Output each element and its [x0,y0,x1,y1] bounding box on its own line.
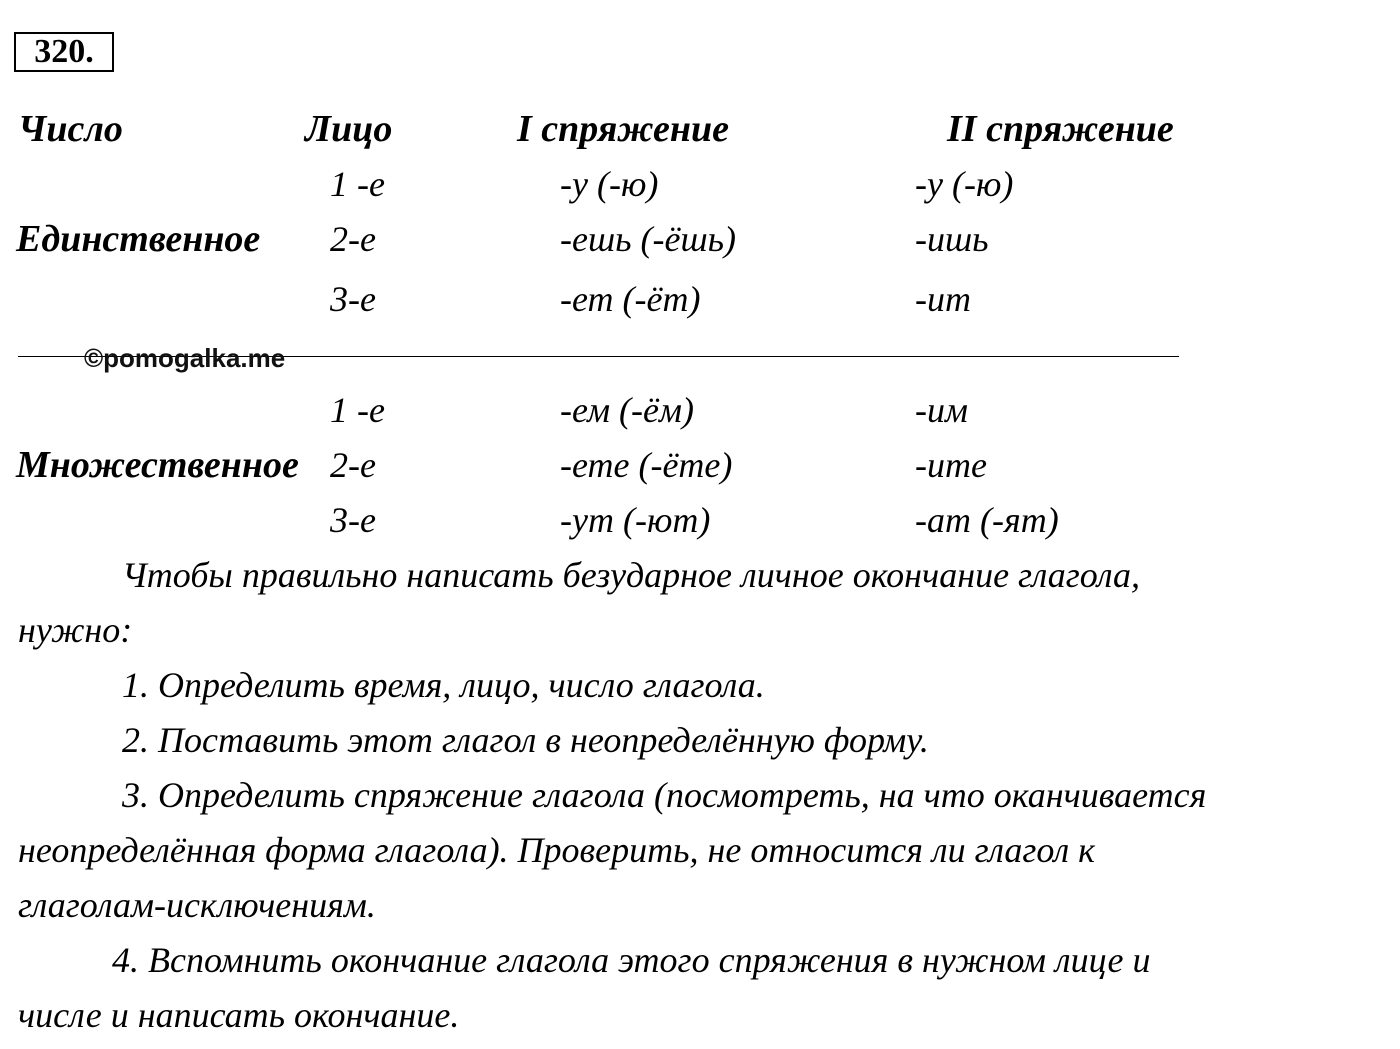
singular-conj1-1: -у (-ю) [560,164,659,204]
plural-conj1-2: -ете (-ёте) [560,445,733,485]
exercise-number: 320. [14,32,114,72]
rule-intro-line-2: нужно: [18,610,133,650]
rule-intro-line-1: Чтобы правильно написать безударное личное окончание глагола, [122,555,1141,595]
singular-conj2-3: -ит [915,279,971,319]
singular-conj1-3: -ет (-ёт) [560,279,701,319]
rule-step-1: 1. Определить время, лицо, число глагола. [122,665,765,705]
plural-person-3: 3-е [330,500,376,540]
watermark: ©pomogalka.me [84,343,286,373]
singular-label: Единственное [16,218,261,260]
header-number: Число [18,108,123,150]
plural-conj1-1: -ем (-ём) [560,390,694,430]
plural-conj1-3: -ут (-ют) [560,500,711,540]
plural-conj2-3: -ат (-ят) [915,500,1059,540]
plural-conj2-2: -ите [915,445,987,485]
header-person: Лицо [305,108,393,150]
header-conjugation-2: II спряжение [947,108,1174,150]
rule-step-4-line-1: 4. Вспомнить окончание глагола этого спряжения в нужном лице и [112,940,1151,980]
singular-conj1-2: -ешь (-ёшь) [560,219,737,259]
plural-conj2-1: -им [915,390,968,430]
rule-step-3-line-3: глаголам-исключениям. [18,885,376,925]
header-conjugation-1: I спряжение [517,108,730,150]
rule-step-4-line-2: числе и написать окончание. [18,995,460,1035]
singular-person-3: 3-е [330,279,376,319]
singular-conj2-1: -у (-ю) [915,164,1014,204]
rule-step-3-line-2: неопределённая форма глагола). Проверить, не относится ли глагол к [18,830,1096,870]
singular-conj2-2: -ишь [915,219,989,259]
singular-person-2: 2-е [330,219,376,259]
rule-step-2: 2. Поставить этот глагол в неопределённую форму. [122,720,929,760]
singular-person-1: 1 -е [330,164,385,204]
rule-step-3-line-1: 3. Определить спряжение глагола (посмотреть, на что оканчивается [122,775,1207,815]
plural-person-2: 2-е [330,445,376,485]
plural-label: Множественное [16,444,299,486]
plural-person-1: 1 -е [330,390,385,430]
